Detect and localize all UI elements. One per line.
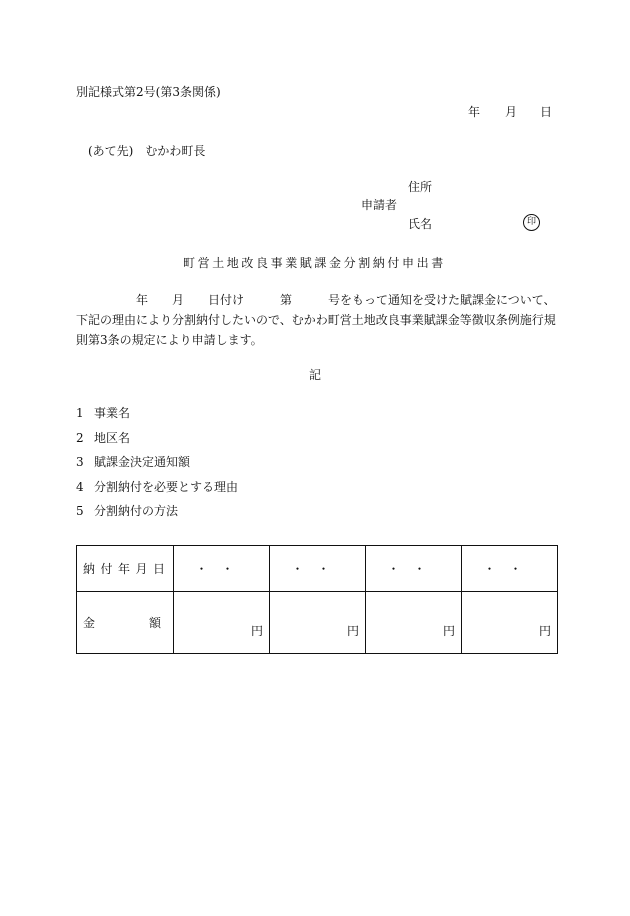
amount-cell: 円 — [270, 592, 366, 654]
amount-header: 金 額 — [77, 592, 174, 654]
payment-date-cell: ・・ — [270, 546, 366, 592]
ki-heading: 記 — [309, 368, 322, 382]
table-row — [77, 592, 558, 654]
list-item: 5 分割納付の方法 — [76, 504, 179, 518]
payment-date-cell: ・・ — [174, 546, 270, 592]
payment-table — [76, 545, 558, 654]
body-line: 則第3条の規定により申請します。 — [76, 333, 263, 347]
list-item: 2 地区名 — [76, 431, 131, 445]
amount-cell: 円 — [462, 592, 558, 654]
payment-date-header: 納 付 年 月 日 — [77, 546, 174, 592]
addressee: (あて先) むかわ町長 — [88, 144, 206, 158]
seal-mark: 印 — [523, 214, 540, 231]
table-row — [77, 546, 558, 592]
list-item: 4 分割納付を必要とする理由 — [76, 480, 239, 494]
list-item: 1 事業名 — [76, 406, 131, 420]
applicant-label: 申請者 — [361, 198, 398, 212]
payment-date-cell: ・・ — [366, 546, 462, 592]
list-item: 3 賦課金決定通知額 — [76, 455, 191, 469]
form-label: 別記様式第2号(第3条関係) — [76, 85, 221, 99]
body-line: 下記の理由により分割納付したいので、むかわ町営土地改良事業賦課金等徴収条例施行規 — [76, 313, 556, 327]
name-label: 氏名 — [408, 217, 433, 231]
body-line: 年 月 日付け 第 号をもって通知を受けた賦課金について、 — [76, 293, 556, 307]
date-month: 月 — [505, 105, 518, 119]
document-title: 町営土地改良事業賦課金分割納付申出書 — [183, 256, 446, 270]
amount-cell: 円 — [174, 592, 270, 654]
body-paragraph — [76, 290, 558, 350]
address-label: 住所 — [408, 180, 433, 194]
payment-date-cell: ・・ — [462, 546, 558, 592]
date-year: 年 — [468, 105, 481, 119]
date-day: 日 — [540, 105, 553, 119]
amount-cell: 円 — [366, 592, 462, 654]
